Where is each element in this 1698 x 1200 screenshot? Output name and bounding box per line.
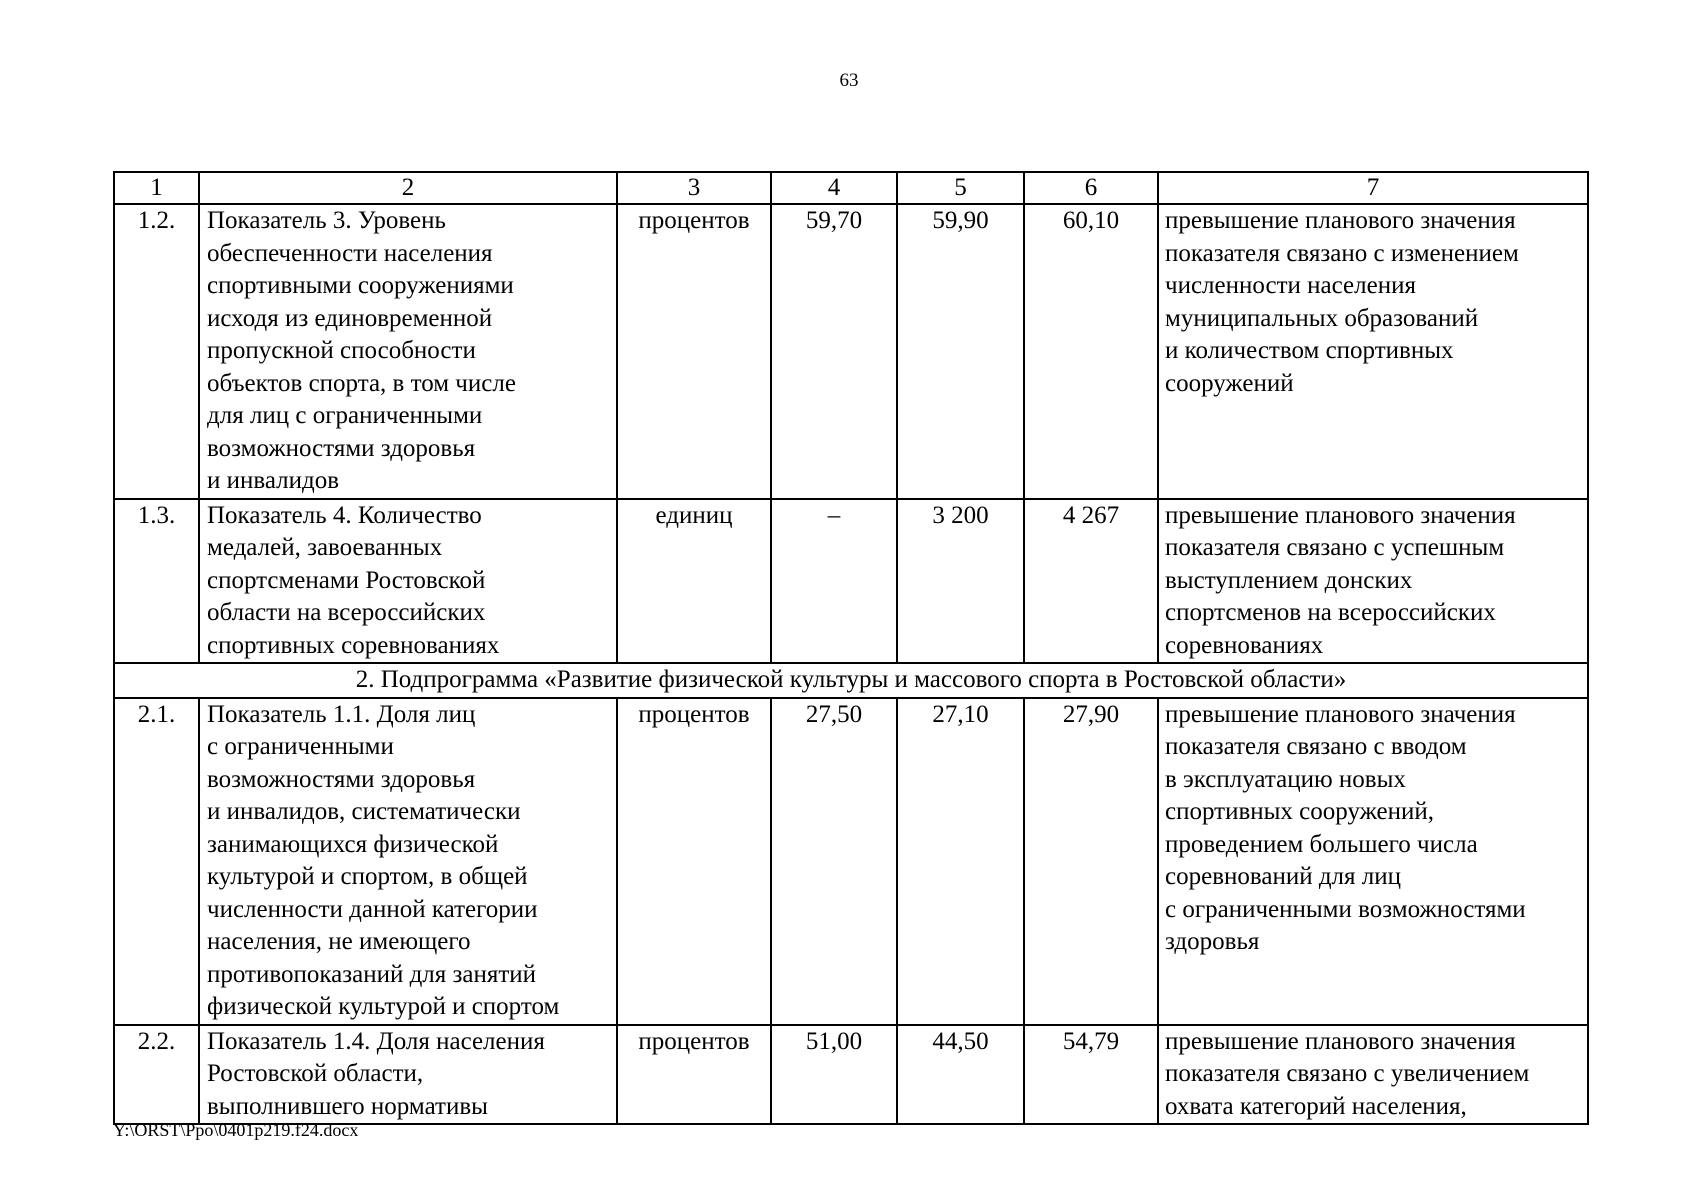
section-row bbox=[114, 663, 1588, 698]
value-col5: 27,10 bbox=[897, 698, 1024, 1025]
explanation-note: превышение планового значения показателя связано с изменением численности населения муниципальных образований и количеством спортивных сооружений bbox=[1158, 204, 1588, 499]
value-col4: 27,50 bbox=[771, 698, 897, 1025]
value-col4: 59,70 bbox=[771, 204, 897, 499]
row-number: 1.2. bbox=[114, 204, 199, 499]
explanation-note: превышение планового значения показателя связано с увеличением охвата категорий населения, bbox=[1158, 1025, 1588, 1125]
unit-cell: единиц bbox=[617, 499, 771, 664]
value-col5: 3 200 bbox=[897, 499, 1024, 664]
indicator-name: Показатель 3. Уровень обеспеченности населения спортивными сооружениями исходя из единовременной пропускной способности объектов спорта, в том числе для лиц с ограниченными возможностями здоровья и инвалидов bbox=[199, 204, 617, 499]
file-path-footer: Y:\ORST\Ppo\0401p219.f24.docx bbox=[113, 1120, 359, 1140]
column-header: 4 bbox=[771, 172, 897, 204]
page-number: 63 bbox=[839, 70, 859, 91]
value-col6: 54,79 bbox=[1024, 1025, 1158, 1125]
column-header: 2 bbox=[199, 172, 617, 204]
unit-cell: процентов bbox=[617, 1025, 771, 1125]
indicator-name: Показатель 4. Количество медалей, завоеванных спортсменами Ростовской области на всероссийских спортивных соревнованиях bbox=[199, 499, 617, 664]
section-title: 2. Подпрограмма «Развитие физической культуры и массового спорта в Ростовской области» bbox=[114, 663, 1588, 698]
explanation-note: превышение планового значения показателя связано с вводом в эксплуатацию новых спортивных сооружений, проведением большего числа соревнований для лиц с ограниченными возможностями здоровья bbox=[1158, 698, 1588, 1025]
indicators-table bbox=[113, 171, 1589, 1125]
value-col5: 59,90 bbox=[897, 204, 1024, 499]
row-number: 1.3. bbox=[114, 499, 199, 664]
value-col6: 27,90 bbox=[1024, 698, 1158, 1025]
column-header: 3 bbox=[617, 172, 771, 204]
column-header: 5 bbox=[897, 172, 1024, 204]
unit-cell: процентов bbox=[617, 204, 771, 499]
value-col4: – bbox=[771, 499, 897, 664]
value-col6: 4 267 bbox=[1024, 499, 1158, 664]
value-col6: 60,10 bbox=[1024, 204, 1158, 499]
explanation-note: превышение планового значения показателя связано с успешным выступлением донских спортсменов на всероссийских соревнованиях bbox=[1158, 499, 1588, 664]
column-header: 6 bbox=[1024, 172, 1158, 204]
row-number: 2.2. bbox=[114, 1025, 199, 1125]
table-row bbox=[114, 698, 1588, 1025]
column-header: 7 bbox=[1158, 172, 1588, 204]
table-header-row bbox=[114, 172, 1588, 204]
table-row bbox=[114, 499, 1588, 664]
unit-cell: процентов bbox=[617, 698, 771, 1025]
value-col5: 44,50 bbox=[897, 1025, 1024, 1125]
table-row bbox=[114, 204, 1588, 499]
value-col4: 51,00 bbox=[771, 1025, 897, 1125]
table-row bbox=[114, 1025, 1588, 1125]
row-number: 2.1. bbox=[114, 698, 199, 1025]
column-header: 1 bbox=[114, 172, 199, 204]
indicator-name: Показатель 1.4. Доля населения Ростовской области, выполнившего нормативы bbox=[199, 1025, 617, 1125]
indicator-name: Показатель 1.1. Доля лиц с ограниченными возможностями здоровья и инвалидов, систематически занимающихся физической культурой и спортом, в общей численности данной категории населения, не имеющего противопоказаний для занятий физической культурой и спортом bbox=[199, 698, 617, 1025]
